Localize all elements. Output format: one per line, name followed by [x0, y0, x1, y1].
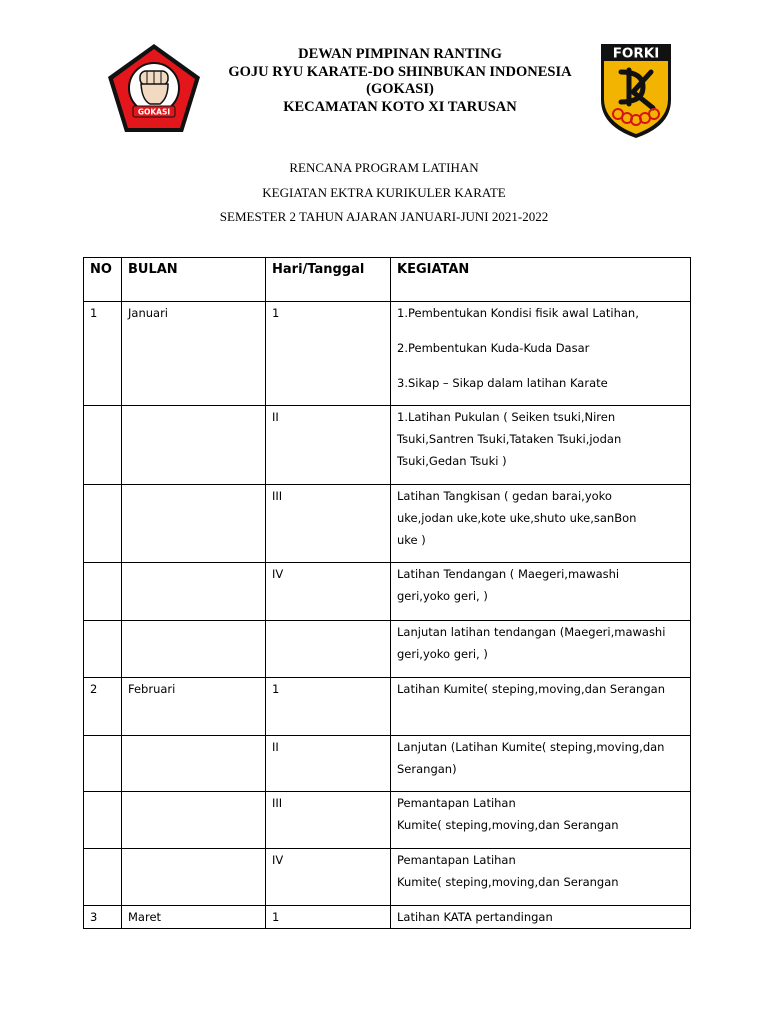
column-header-hari: Hari/Tanggal	[266, 258, 391, 302]
row-hari: IV	[266, 849, 391, 906]
row-no	[84, 621, 122, 678]
activity-line: Tsuki,Gedan Tsuki )	[397, 454, 507, 468]
program-line: SEMESTER 2 TAHUN AJARAN JANUARI-JUNI 2021-2022	[219, 209, 549, 224]
org-line: GOJU RYU KARATE-DO SHINBUKAN INDONESIA	[228, 63, 572, 80]
row-no	[84, 849, 122, 906]
activity-line: uke )	[397, 533, 426, 547]
gokasi-logo-text: GOKASI	[137, 107, 171, 117]
letterhead	[0, 40, 768, 140]
activity-line: Kumite( steping,moving,dan Serangan	[397, 818, 619, 832]
program-line: RENCANA PROGRAM LATIHAN	[289, 160, 479, 175]
row-no: 1	[84, 302, 122, 406]
row-hari: II	[266, 406, 391, 485]
program-line: KEGIATAN EKTRA KURIKULER KARATE	[262, 184, 506, 200]
column-header-no: NO	[84, 258, 122, 302]
table-row	[84, 621, 691, 678]
row-kegiatan	[391, 678, 691, 736]
row-bulan	[122, 406, 266, 485]
activity-line: uke,jodan uke,kote uke,shuto uke,sanBon	[397, 511, 637, 525]
org-line: KECAMATAN KOTO XI TARUSAN	[283, 98, 517, 115]
row-bulan: Februari	[122, 678, 266, 736]
table-row	[84, 906, 691, 929]
table-row	[84, 678, 691, 736]
activity-line: Latihan KATA pertandingan	[397, 910, 553, 924]
row-bulan: Januari	[122, 302, 266, 406]
row-hari: 1	[266, 906, 391, 929]
row-bulan	[122, 485, 266, 563]
activity-line: geri,yoko geri, )	[397, 647, 488, 661]
row-no	[84, 563, 122, 621]
forki-shield-logo	[599, 42, 673, 140]
row-bulan	[122, 849, 266, 906]
table-row	[84, 792, 691, 849]
activity-line: Kumite( steping,moving,dan Serangan	[397, 875, 619, 889]
training-plan-table	[83, 257, 691, 929]
table-row	[84, 302, 691, 406]
row-kegiatan	[391, 736, 691, 792]
row-no: 2	[84, 678, 122, 736]
row-hari	[266, 621, 391, 678]
activity-line: 2.Pembentukan Kuda-Kuda Dasar	[397, 341, 590, 355]
row-bulan	[122, 792, 266, 849]
table-header-row	[84, 258, 691, 302]
row-kegiatan	[391, 302, 691, 406]
row-bulan	[122, 736, 266, 792]
table-row	[84, 406, 691, 485]
program-title	[0, 156, 768, 230]
row-bulan	[122, 563, 266, 621]
row-kegiatan	[391, 792, 691, 849]
row-bulan	[122, 621, 266, 678]
activity-line: 1.Pembentukan Kondisi fisik awal Latihan,	[397, 306, 639, 320]
row-kegiatan	[391, 485, 691, 563]
table-row	[84, 849, 691, 906]
activity-line: Lanjutan latihan tendangan (Maegeri,mawashi	[397, 625, 666, 639]
activity-line: Latihan Tendangan ( Maegeri,mawashi	[397, 567, 620, 581]
row-hari: 1	[266, 678, 391, 736]
activity-line: Pemantapan Latihan	[397, 796, 516, 810]
column-header-kegiatan: KEGIATAN	[391, 258, 691, 302]
row-kegiatan	[391, 406, 691, 485]
row-hari: III	[266, 485, 391, 563]
row-bulan: Maret	[122, 906, 266, 929]
activity-line: Tsuki,Santren Tsuki,Tataken Tsuki,jodan	[397, 432, 622, 446]
activity-line: Latihan Kumite( steping,moving,dan Serangan	[397, 682, 665, 696]
table-row	[84, 563, 691, 621]
row-hari: 1	[266, 302, 391, 406]
organization-name	[210, 46, 590, 116]
activity-line: Lanjutan (Latihan Kumite( steping,moving,dan	[397, 740, 665, 754]
row-kegiatan	[391, 563, 691, 621]
row-no	[84, 406, 122, 485]
org-line: (GOKASI)	[366, 81, 434, 97]
row-hari: II	[266, 736, 391, 792]
row-no	[84, 792, 122, 849]
activity-line: Serangan)	[397, 762, 457, 776]
row-no: 3	[84, 906, 122, 929]
table-row	[84, 736, 691, 792]
org-line: DEWAN PIMPINAN RANTING	[298, 46, 502, 62]
table-row	[84, 485, 691, 563]
row-no	[84, 485, 122, 563]
row-no	[84, 736, 122, 792]
row-hari: III	[266, 792, 391, 849]
activity-line: 1.Latihan Pukulan ( Seiken tsuki,Niren	[397, 410, 616, 424]
row-kegiatan	[391, 906, 691, 929]
forki-logo-text: FORKI	[612, 45, 660, 62]
row-kegiatan	[391, 849, 691, 906]
activity-line: Pemantapan Latihan	[397, 853, 516, 867]
row-kegiatan	[391, 621, 691, 678]
gokasi-fist-logo	[106, 42, 202, 134]
activity-line: Latihan Tangkisan ( gedan barai,yoko	[397, 489, 612, 503]
column-header-bulan: BULAN	[122, 258, 266, 302]
row-hari: IV	[266, 563, 391, 621]
activity-line: 3.Sikap – Sikap dalam latihan Karate	[397, 376, 608, 390]
activity-line: geri,yoko geri, )	[397, 589, 488, 603]
